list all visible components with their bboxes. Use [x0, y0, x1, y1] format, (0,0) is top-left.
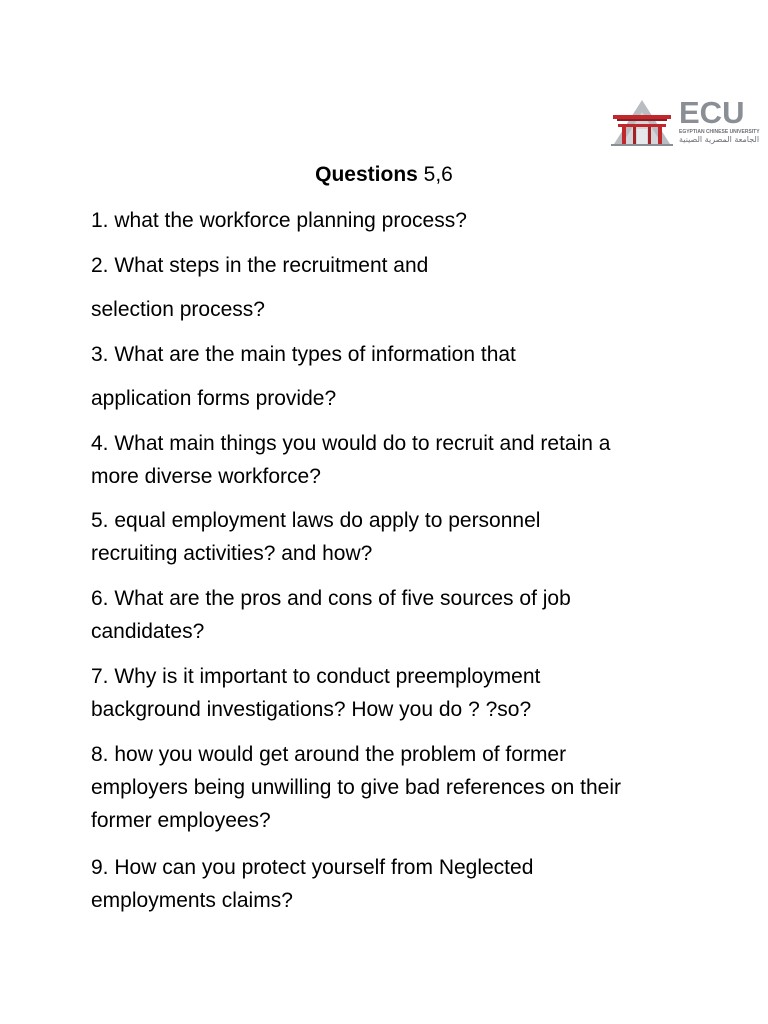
page-title [0, 161, 768, 189]
question-line: candidates? [91, 620, 205, 643]
question-line: background investigations? How you do ? ?so? [91, 698, 532, 721]
university-logo [609, 95, 760, 146]
question-line: employers being unwilling to give bad references on their [91, 776, 621, 799]
question-item [91, 293, 711, 326]
question-line: 1. what the workforce planning process? [91, 209, 467, 232]
question-line: former employees? [91, 809, 271, 832]
logo-subtitle: EGYPTIAN CHINESE UNIVERSITY [679, 129, 760, 135]
question-line: selection process? [91, 298, 265, 321]
question-item [91, 504, 711, 570]
question-line: 5. equal employment laws do apply to personnel [91, 509, 541, 532]
logo-arabic-name: الجامعة المصرية الصينية [679, 135, 760, 144]
question-item [91, 338, 711, 371]
question-item [91, 582, 711, 648]
question-line: 2. What steps in the recruitment and [91, 254, 429, 277]
question-item [91, 660, 711, 726]
question-item [91, 851, 711, 917]
logo-wordmark: ECU [679, 95, 745, 130]
question-item [91, 382, 711, 415]
question-line: recruiting activities? and how? [91, 542, 373, 565]
question-line: employments claims? [91, 889, 293, 912]
question-item [91, 204, 711, 237]
question-line: 9. How can you protect yourself from Neglected [91, 856, 534, 879]
gate-emblem-icon [609, 98, 675, 146]
question-line: application forms provide? [91, 387, 337, 410]
title-rest: 5,6 [417, 163, 453, 186]
question-item [91, 738, 711, 837]
question-line: 4. What main things you would do to recruit and retain a [91, 432, 611, 455]
question-line: 8. how you would get around the problem of former [91, 743, 567, 766]
question-line: more diverse workforce? [91, 465, 321, 488]
question-line: 3. What are the main types of information that [91, 343, 516, 366]
question-item [91, 427, 711, 493]
question-item [91, 249, 711, 282]
question-line: 7. Why is it important to conduct preemployment [91, 665, 541, 688]
question-line: 6. What are the pros and cons of five sources of job [91, 587, 571, 610]
title-bold: Questions [315, 163, 418, 186]
